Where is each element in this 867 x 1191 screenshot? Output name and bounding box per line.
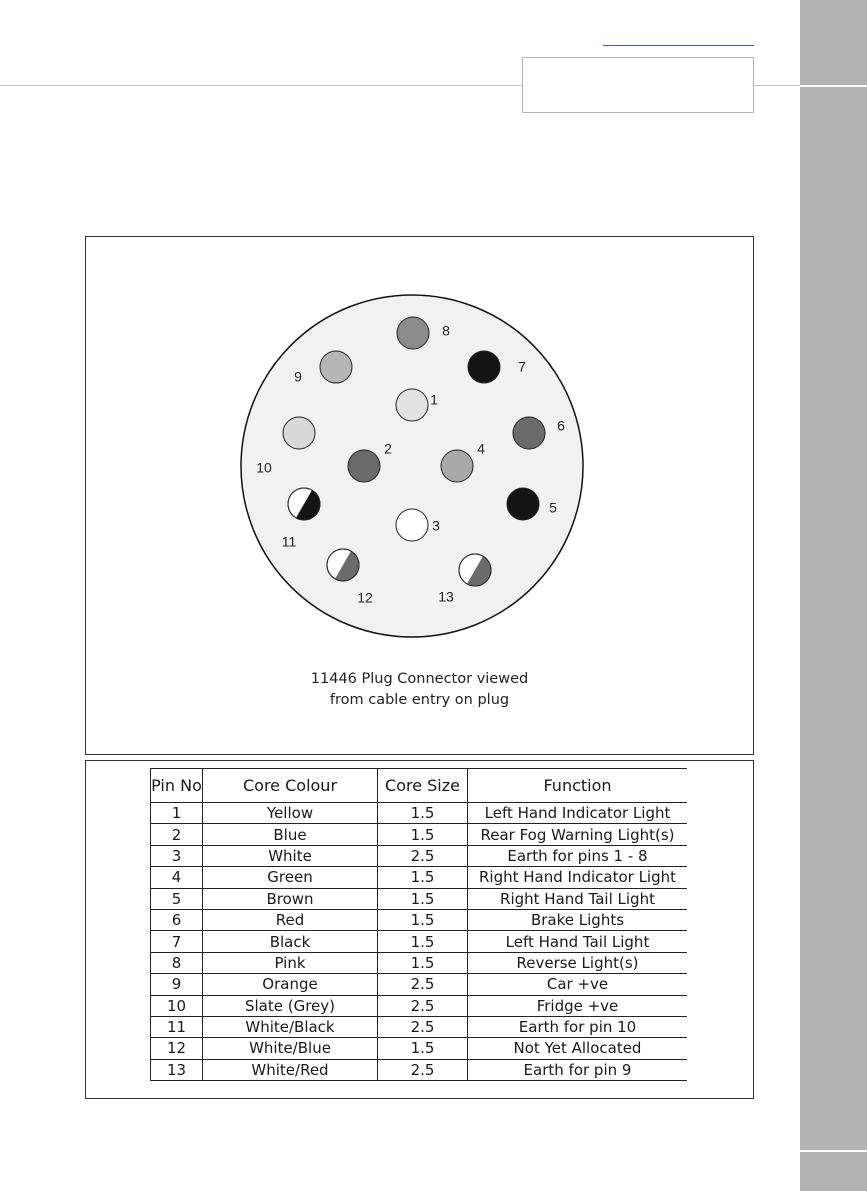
side-tab	[800, 0, 867, 1191]
cell-core-size: 1.5	[378, 931, 468, 952]
table-row	[151, 974, 688, 995]
pin-table-panel	[85, 760, 754, 1099]
cell-function: Earth for pin 9	[468, 1059, 688, 1080]
table-header-row	[151, 769, 688, 803]
pin-circle	[441, 450, 473, 482]
cell-pin-no: 2	[151, 824, 203, 845]
cell-pin-no: 10	[151, 995, 203, 1016]
diagram-caption-line1: 11446 Plug Connector viewed	[310, 671, 529, 687]
cell-core-size: 1.5	[378, 824, 468, 845]
pin-label: 1	[430, 391, 438, 408]
side-tab-divider-top	[800, 85, 867, 87]
cell-function: Right Hand Tail Light	[468, 888, 688, 909]
col-header-core-colour: Core Colour	[203, 769, 378, 803]
pin-label: 13	[438, 588, 454, 605]
cell-core-colour: White	[203, 845, 378, 866]
cell-pin-no: 5	[151, 888, 203, 909]
table-row	[151, 1059, 688, 1080]
cell-core-size: 1.5	[378, 952, 468, 973]
header-box	[522, 57, 754, 113]
col-header-core-size: Core Size	[378, 769, 468, 803]
cell-core-size: 1.5	[378, 909, 468, 930]
side-tab-divider-bottom	[800, 1150, 867, 1152]
cell-pin-no: 11	[151, 1016, 203, 1037]
pin-label: 2	[384, 440, 392, 457]
cell-core-colour: Brown	[203, 888, 378, 909]
cell-core-colour: Red	[203, 909, 378, 930]
table-row	[151, 1016, 688, 1037]
cell-function: Left Hand Indicator Light	[468, 803, 688, 824]
pin-label: 11	[281, 533, 297, 550]
table-row	[151, 867, 688, 888]
pin-circle	[283, 417, 315, 449]
cell-function: Rear Fog Warning Light(s)	[468, 824, 688, 845]
cell-core-size: 2.5	[378, 1059, 468, 1080]
cell-function: Earth for pins 1 - 8	[468, 845, 688, 866]
pin-label: 9	[294, 368, 302, 385]
col-header-pin-no: Pin No	[151, 769, 203, 803]
pin-circle	[396, 389, 428, 421]
pin-label: 10	[256, 459, 272, 476]
pin-label: 3	[432, 517, 440, 534]
cell-pin-no: 3	[151, 845, 203, 866]
cell-core-size: 2.5	[378, 1016, 468, 1037]
pin-circle	[513, 417, 545, 449]
col-header-function: Function	[468, 769, 688, 803]
pin-label: 8	[442, 322, 450, 339]
table-row	[151, 995, 688, 1016]
pin-circle	[397, 317, 429, 349]
cell-pin-no: 9	[151, 974, 203, 995]
cell-pin-no: 7	[151, 931, 203, 952]
pin-label: 7	[518, 358, 526, 375]
cell-function: Car +ve	[468, 974, 688, 995]
cell-function: Not Yet Allocated	[468, 1038, 688, 1059]
cell-pin-no: 13	[151, 1059, 203, 1080]
pin-circle	[468, 351, 500, 383]
cell-function: Left Hand Tail Light	[468, 931, 688, 952]
pin-label: 12	[357, 589, 373, 606]
pin-table	[150, 768, 687, 1081]
table-row	[151, 909, 688, 930]
cell-core-colour: Yellow	[203, 803, 378, 824]
pin-label: 6	[557, 417, 565, 434]
table-row	[151, 824, 688, 845]
cell-core-colour: Pink	[203, 952, 378, 973]
cell-core-size: 1.5	[378, 1038, 468, 1059]
pin-label: 5	[549, 499, 557, 516]
cell-core-size: 2.5	[378, 845, 468, 866]
cell-function: Brake Lights	[468, 909, 688, 930]
cell-pin-no: 12	[151, 1038, 203, 1059]
cell-pin-no: 6	[151, 909, 203, 930]
cell-pin-no: 8	[151, 952, 203, 973]
cell-core-size: 2.5	[378, 995, 468, 1016]
cell-function: Reverse Light(s)	[468, 952, 688, 973]
cell-core-size: 1.5	[378, 867, 468, 888]
table-row	[151, 803, 688, 824]
cell-function: Fridge +ve	[468, 995, 688, 1016]
cell-function: Earth for pin 10	[468, 1016, 688, 1037]
table-row	[151, 845, 688, 866]
table-row	[151, 888, 688, 909]
cell-pin-no: 1	[151, 803, 203, 824]
cell-core-colour: White/Black	[203, 1016, 378, 1037]
pin-circle	[320, 351, 352, 383]
pin-label: 4	[477, 440, 485, 457]
cell-core-colour: White/Blue	[203, 1038, 378, 1059]
cell-core-colour: Blue	[203, 824, 378, 845]
cell-core-size: 1.5	[378, 888, 468, 909]
pin-circle	[507, 488, 539, 520]
header-link-underline[interactable]	[603, 45, 754, 46]
cell-core-colour: Orange	[203, 974, 378, 995]
cell-core-size: 2.5	[378, 974, 468, 995]
pin-circle	[396, 509, 428, 541]
cell-core-colour: Green	[203, 867, 378, 888]
connector-diagram-panel	[85, 236, 754, 755]
cell-core-colour: Slate (Grey)	[203, 995, 378, 1016]
cell-core-colour: White/Red	[203, 1059, 378, 1080]
cell-function: Right Hand Indicator Light	[468, 867, 688, 888]
diagram-caption-line2: from cable entry on plug	[329, 692, 510, 708]
pin-circle	[348, 450, 380, 482]
table-row	[151, 952, 688, 973]
cell-core-size: 1.5	[378, 803, 468, 824]
cell-core-colour: Black	[203, 931, 378, 952]
cell-pin-no: 4	[151, 867, 203, 888]
table-row	[151, 1038, 688, 1059]
table-row	[151, 931, 688, 952]
